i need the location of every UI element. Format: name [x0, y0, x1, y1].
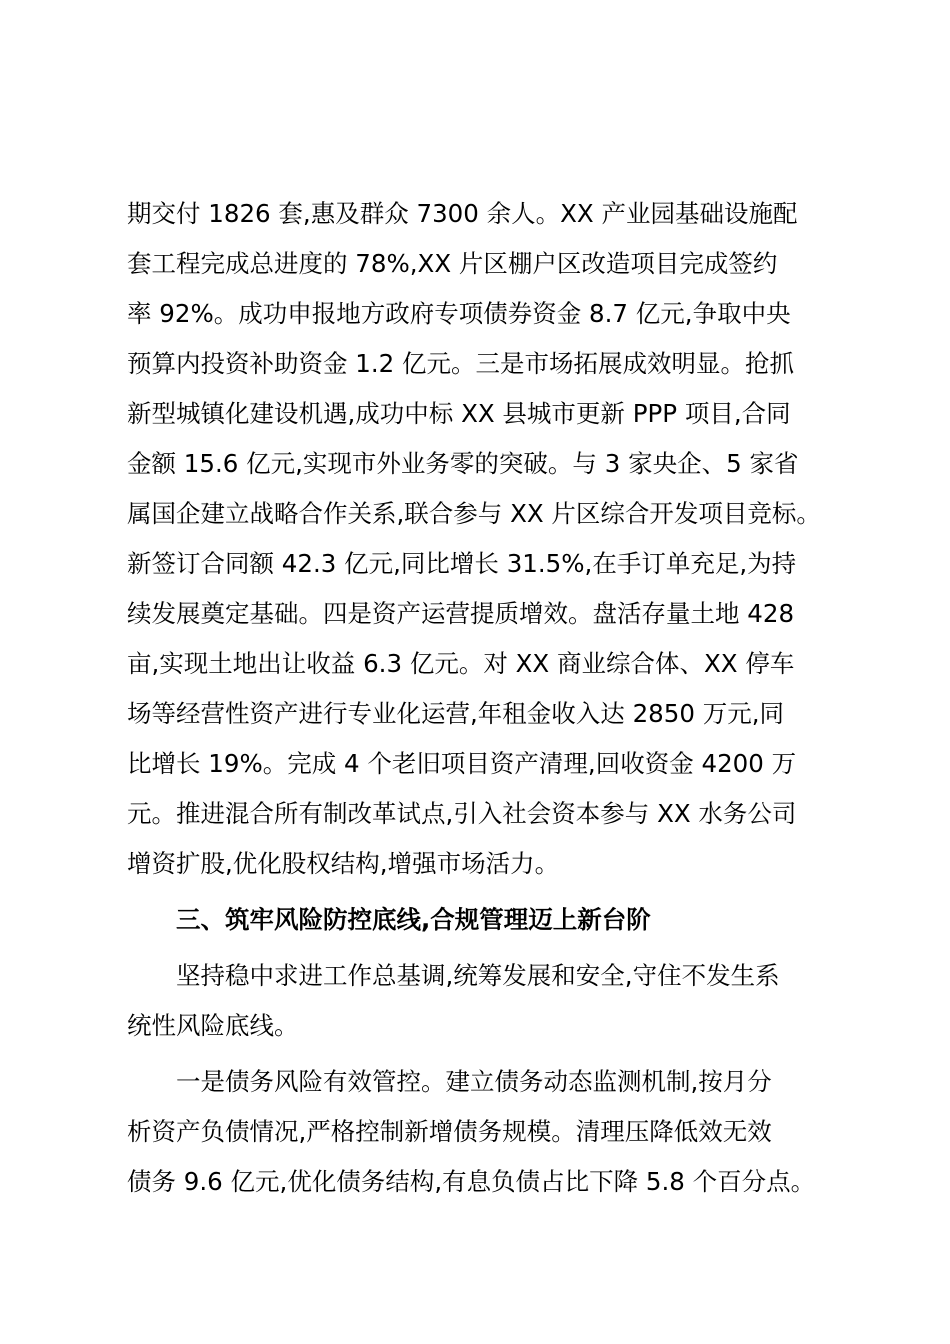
paragraph-line: 预算内投资补助资金 1.2 亿元。三是市场拓展成效明显。抢抓 — [127, 349, 795, 378]
paragraph-line: 坚持稳中求进工作总基调,统筹发展和安全,守住不发生系 — [176, 961, 780, 990]
paragraph-line: 新型城镇化建设机遇,成功中标 XX 县城市更新 PPP 项目,合同 — [127, 399, 791, 428]
paragraph-line: 新签订合同额 42.3 亿元,同比增长 31.5%,在手订单充足,为持 — [127, 549, 797, 578]
section-heading: 三、筑牢风险防控底线,合规管理迈上新台阶 — [176, 905, 651, 934]
paragraph-line: 一是债务风险有效管控。建立债务动态监测机制,按月分 — [176, 1067, 772, 1096]
paragraph-line: 析资产负债情况,严格控制新增债务规模。清理压降低效无效 — [127, 1117, 772, 1146]
paragraph-line: 债务 9.6 亿元,优化债务结构,有息负债占比下降 5.8 个百分点。 — [127, 1167, 816, 1196]
paragraph-line: 比增长 19%。完成 4 个老旧项目资产清理,回收资金 4200 万 — [127, 749, 797, 778]
paragraph-line: 统性风险底线。 — [127, 1011, 299, 1040]
paragraph-line: 增资扩股,优化股权结构,增强市场活力。 — [127, 849, 560, 878]
paragraph-line: 率 92%。成功申报地方政府专项债券资金 8.7 亿元,争取中央 — [127, 299, 791, 328]
paragraph-line: 属国企建立战略合作关系,联合参与 XX 片区综合开发项目竞标。 — [127, 499, 821, 528]
paragraph-line: 续发展奠定基础。四是资产运营提质增效。盘活存量土地 428 — [127, 599, 795, 628]
paragraph-line: 亩,实现土地出让收益 6.3 亿元。对 XX 商业综合体、XX 停车 — [127, 649, 795, 678]
paragraph-line: 元。推进混合所有制改革试点,引入社会资本参与 XX 水务公司 — [127, 799, 797, 828]
paragraph-line: 场等经营性资产进行专业化运营,年租金收入达 2850 万元,同 — [127, 699, 784, 728]
paragraph-line: 套工程完成总进度的 78%,XX 片区棚户区改造项目完成签约 — [127, 249, 778, 278]
paragraph-line: 金额 15.6 亿元,实现市外业务零的突破。与 3 家央企、5 家省 — [127, 449, 799, 478]
paragraph-line: 期交付 1826 套,惠及群众 7300 余人。XX 产业园基础设施配 — [127, 199, 798, 228]
